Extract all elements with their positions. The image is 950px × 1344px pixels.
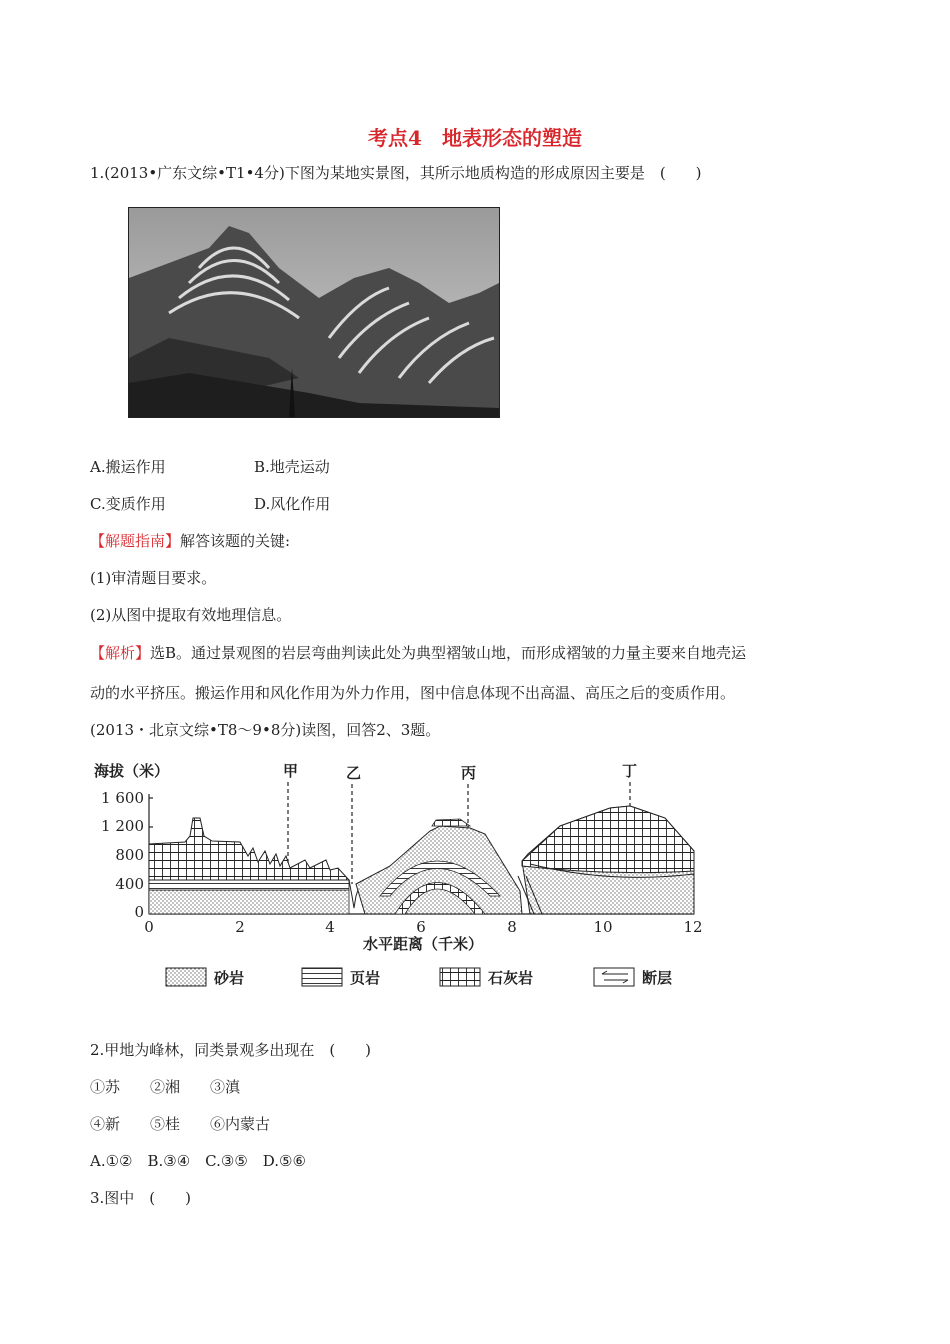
analysis-label: 【解析】 [90, 644, 151, 662]
y-axis-label: 海拔（米） [94, 762, 170, 780]
legend-swatch-limestone [440, 968, 480, 986]
legend-swatch-sandstone [166, 968, 206, 986]
question-1-stem: 1.(2013•广东文综•T1•4分)下图为某地实景图，其所示地质构造的形成原因主要是 ( ) [90, 164, 702, 182]
mountain-fold-photo [128, 207, 500, 418]
label-ding: 丁 [622, 762, 638, 780]
question-3-stem: 3.图中 ( ) [90, 1189, 192, 1207]
legend [166, 968, 672, 987]
guide-text: 解答该题的关键: [180, 532, 291, 550]
page-title: 考点4 地表形态的塑造 [368, 126, 582, 150]
x-tick-2: 2 [235, 918, 245, 936]
geologic-cross-section [90, 756, 730, 1005]
y-tick-400: 400 [115, 875, 144, 893]
legend-limestone: 石灰岩 [488, 969, 534, 987]
option-a: A.搬运作用 [90, 458, 166, 476]
question-2-stem: 2.甲地为峰林，同类景观多出现在 ( ) [90, 1041, 372, 1059]
x-tick-0: 0 [144, 918, 154, 936]
option-c: C.变质作用 [90, 495, 166, 513]
y-tick-0: 0 [134, 903, 144, 921]
legend-shale: 页岩 [350, 969, 381, 987]
legend-fault: 断层 [642, 969, 673, 987]
guide-label: 【解题指南】 [90, 532, 181, 550]
x-tick-12: 12 [683, 918, 703, 936]
y-tick-1200: 1 200 [101, 817, 144, 835]
option-b: B.地壳运动 [254, 458, 330, 476]
legend-swatch-fault [594, 968, 634, 986]
question-2-choices: A.①② B.③④ C.③⑤ D.⑤⑥ [90, 1152, 306, 1170]
x-axis-label: 水平距离（千米） [363, 935, 484, 953]
label-yi: 乙 [346, 764, 362, 782]
x-tick-4: 4 [325, 918, 335, 936]
analysis-line-1: 【解析】选B。通过景观图的岩层弯曲判读此处为典型褶皱山地，而形成褶皱的力量主要来自地壳运 [90, 644, 747, 662]
x-tick-8: 8 [507, 918, 517, 936]
option-d: D.风化作用 [254, 495, 331, 513]
question-2-row-1: ①苏 ②湘 ③滇 [90, 1078, 241, 1096]
middle-anticline [356, 819, 522, 914]
guide-point-2: (2)从图中提取有效地理信息。 [90, 606, 292, 624]
guide-point-1: (1)审清题目要求。 [90, 569, 217, 587]
y-tick-800: 800 [115, 846, 144, 864]
label-bing: 丙 [461, 764, 477, 782]
x-tick-6: 6 [416, 918, 426, 936]
analysis-line-2: 动的水平挤压。搬运作用和风化作用为外力作用，图中信息体现不出高温、高压之后的变质作用。 [90, 684, 736, 702]
fold-mountain-image [129, 208, 499, 417]
question-2-3-intro: (2013・北京文综•T8～9•8分)读图，回答2、3题。 [90, 721, 441, 739]
right-syncline [522, 806, 694, 914]
legend-swatch-shale [302, 968, 342, 986]
left-strata [149, 818, 360, 914]
label-jia: 甲 [283, 762, 299, 780]
y-tick-1600: 1 600 [101, 789, 144, 807]
legend-sandstone: 砂岩 [214, 969, 245, 987]
x-tick-10: 10 [593, 918, 613, 936]
question-2-row-2: ④新 ⑤桂 ⑥内蒙古 [90, 1115, 271, 1133]
guide-line [90, 531, 290, 551]
